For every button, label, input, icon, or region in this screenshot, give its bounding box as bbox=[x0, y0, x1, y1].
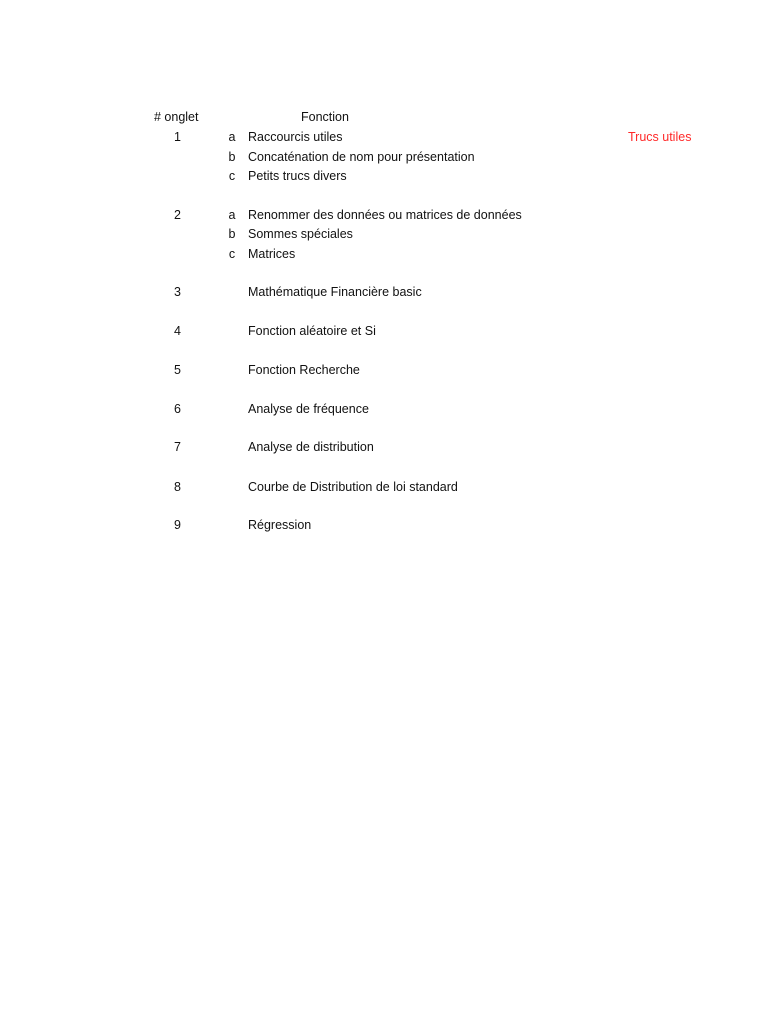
row-label: Régression bbox=[248, 518, 312, 532]
row-number: 1 bbox=[174, 130, 181, 144]
row-number: 3 bbox=[174, 285, 181, 299]
row-number: 5 bbox=[174, 363, 181, 377]
row-label: Raccourcis utiles bbox=[248, 130, 343, 144]
row-number: 2 bbox=[174, 208, 181, 222]
row-letter: c bbox=[228, 169, 236, 183]
header-tab-number: # onglet bbox=[154, 110, 199, 124]
row-label: Matrices bbox=[248, 247, 296, 261]
row-label: Mathématique Financière basic bbox=[248, 285, 422, 299]
row-label: Petits trucs divers bbox=[248, 169, 347, 183]
row-label: Analyse de fréquence bbox=[248, 402, 369, 416]
row-number: 8 bbox=[174, 480, 181, 494]
row-label: Fonction aléatoire et Si bbox=[248, 324, 376, 338]
row-number: 6 bbox=[174, 402, 181, 416]
row-letter: b bbox=[228, 150, 236, 164]
row-label: Renommer des données ou matrices de données bbox=[248, 208, 522, 222]
row-label: Analyse de distribution bbox=[248, 440, 374, 454]
row-label: Concaténation de nom pour présentation bbox=[248, 150, 475, 164]
row-number: 9 bbox=[174, 518, 181, 532]
row-number: 7 bbox=[174, 440, 181, 454]
useful-tips-note: Trucs utiles bbox=[628, 130, 692, 144]
row-letter: a bbox=[228, 130, 236, 144]
row-number: 4 bbox=[174, 324, 181, 338]
row-label: Courbe de Distribution de loi standard bbox=[248, 480, 458, 494]
row-letter: c bbox=[228, 247, 236, 261]
row-letter: b bbox=[228, 227, 236, 241]
header-function: Fonction bbox=[301, 110, 349, 124]
row-label: Sommes spéciales bbox=[248, 227, 353, 241]
row-label: Fonction Recherche bbox=[248, 363, 360, 377]
row-letter: a bbox=[228, 208, 236, 222]
